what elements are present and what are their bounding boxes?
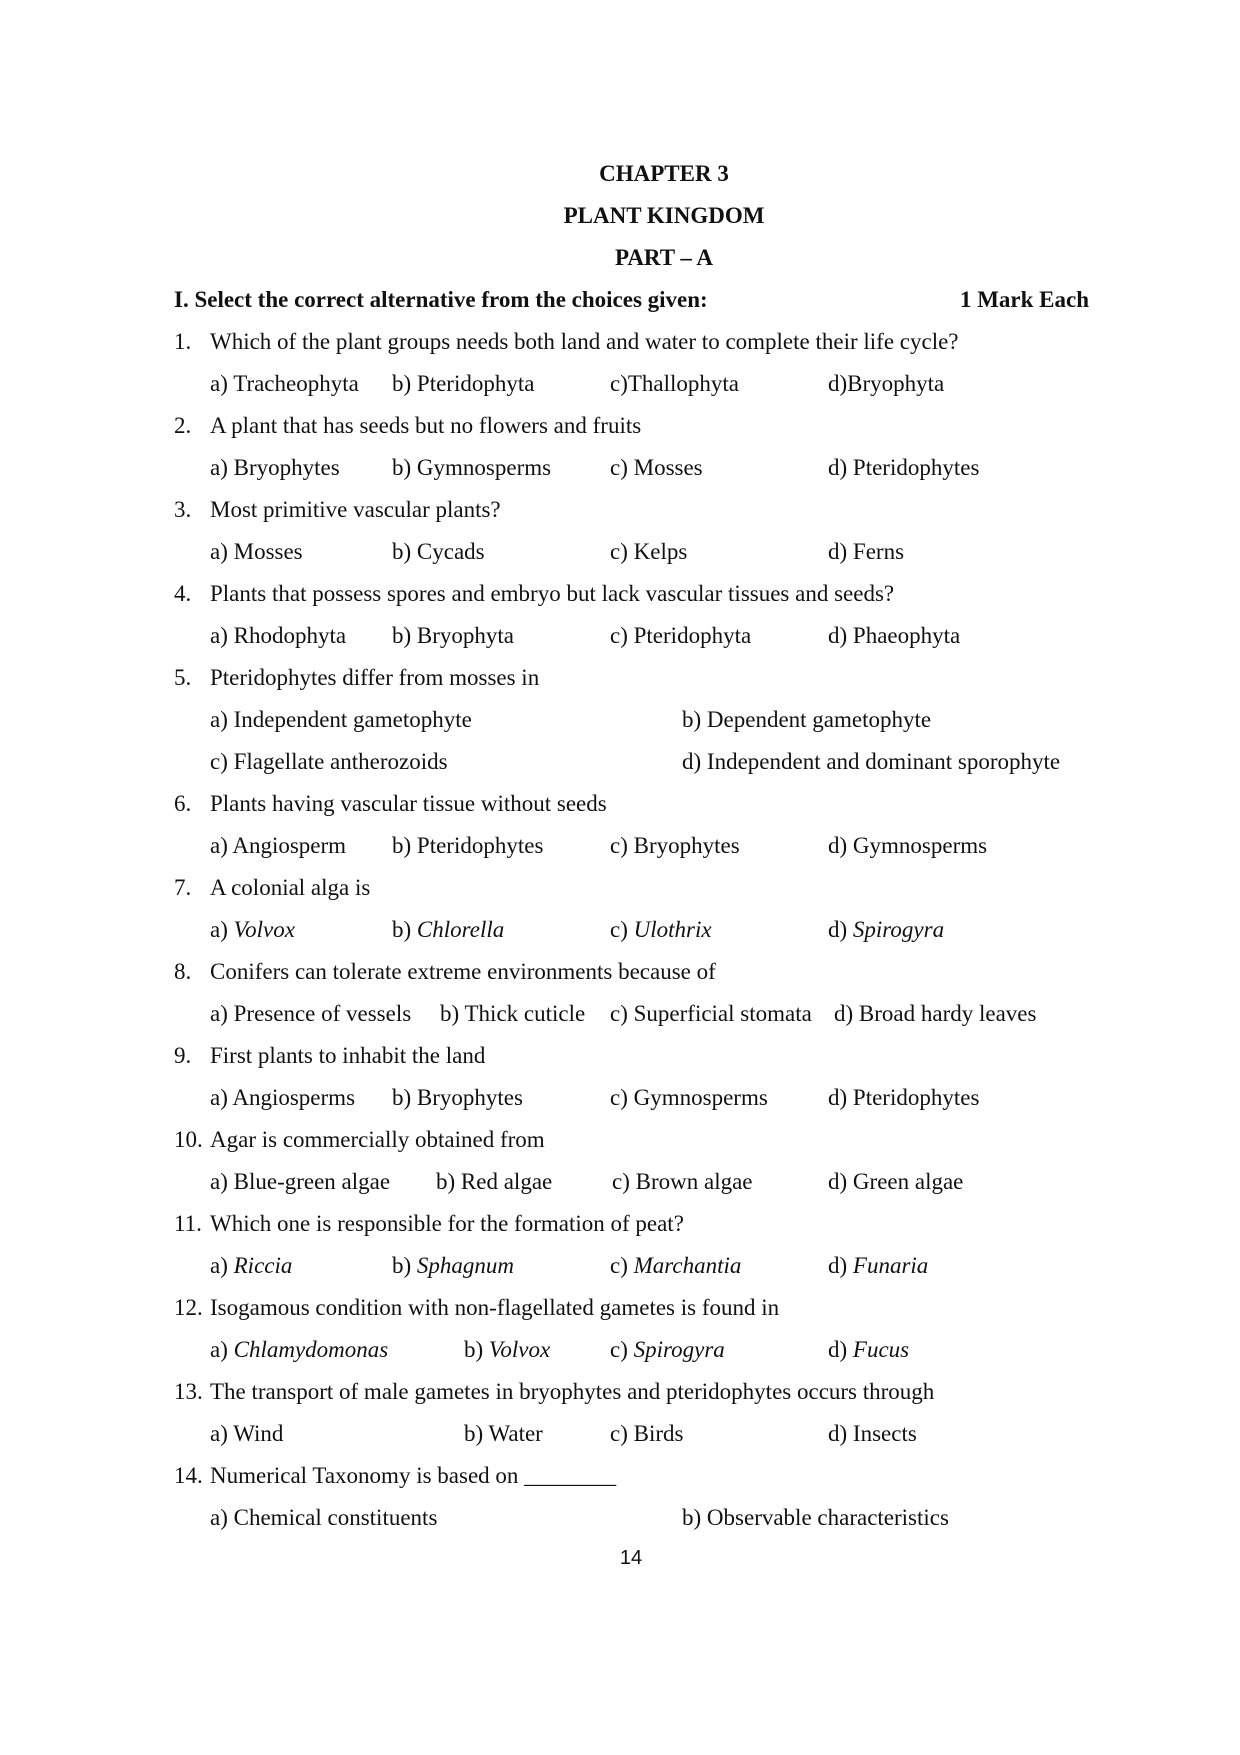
option-letter: d) — [828, 371, 848, 396]
answer-option — [210, 453, 340, 483]
answer-option — [210, 1335, 388, 1365]
option-text: Water — [488, 1421, 543, 1446]
option-text: Green algae — [852, 1169, 964, 1194]
option-letter: b) — [464, 1337, 489, 1362]
option-text: Bryophytes — [233, 455, 340, 480]
answer-option — [828, 621, 960, 651]
answer-option — [828, 1419, 917, 1449]
option-text: Broad hardy leaves — [858, 1001, 1037, 1026]
option-text: Superficial stomata — [633, 1001, 812, 1026]
option-text: Tracheophyta — [233, 371, 359, 396]
option-text: Birds — [633, 1421, 684, 1446]
question-number: 8. — [174, 959, 192, 984]
question-text: A plant that has seeds but no flowers and fruits — [210, 413, 642, 438]
page-number: 14 — [619, 1547, 643, 1569]
option-text: Blue-green algae — [233, 1169, 391, 1194]
answer-option — [610, 621, 751, 651]
answer-option — [610, 915, 712, 945]
answer-option — [392, 1083, 523, 1113]
answer-option — [610, 453, 703, 483]
question-number: 2. — [174, 413, 192, 438]
question-text: Plants that possess spores and embryo but lack vascular tissues and seeds? — [210, 581, 895, 606]
option-letter: c) — [610, 1337, 634, 1362]
answer-option — [210, 537, 303, 567]
answer-option — [610, 1419, 683, 1449]
option-text: Rhodophyta — [233, 623, 347, 648]
option-text: Pteridophyta — [633, 623, 752, 648]
question-text: Which one is responsible for the formation of peat? — [210, 1211, 684, 1236]
answer-option — [828, 915, 944, 945]
option-letter: a) — [210, 371, 234, 396]
answer-option — [210, 1419, 283, 1449]
answer-option — [610, 831, 740, 861]
question-number: 3. — [174, 497, 192, 522]
answer-option — [828, 1335, 909, 1365]
option-letter: b) — [392, 1085, 417, 1110]
option-letter: b) — [682, 1505, 707, 1530]
option-letter: a) — [210, 623, 234, 648]
option-text: Observable characteristics — [706, 1505, 949, 1530]
answer-option — [828, 1167, 963, 1197]
option-letter: a) — [210, 1421, 234, 1446]
option-letter: b) — [436, 1169, 461, 1194]
option-letter: c) — [612, 1169, 636, 1194]
option-text: Spirogyra — [852, 917, 945, 942]
question-text: Agar is commercially obtained from — [210, 1127, 545, 1152]
option-text: Chemical constituents — [233, 1505, 438, 1530]
option-letter: d) — [834, 1001, 859, 1026]
answer-option — [610, 369, 739, 399]
option-text: Ferns — [852, 539, 905, 564]
answer-option — [392, 621, 514, 651]
option-letter: a) — [210, 917, 234, 942]
answer-option — [210, 1503, 437, 1533]
option-text: Angiosperm — [232, 833, 347, 858]
option-letter: a) — [210, 833, 233, 858]
option-letter: d) — [682, 749, 707, 774]
answer-option — [610, 999, 812, 1029]
option-letter: b) — [392, 917, 417, 942]
question-text: Most primitive vascular plants? — [210, 497, 501, 522]
question-number: 1. — [174, 329, 192, 354]
question-text: Pteridophytes differ from mosses in — [210, 665, 540, 690]
answer-option — [828, 831, 987, 861]
option-text: Spirogyra — [633, 1337, 725, 1362]
option-text: Phaeophyta — [852, 623, 961, 648]
answer-option — [392, 915, 504, 945]
option-letter: c) — [610, 1253, 634, 1278]
option-letter: c) — [610, 623, 634, 648]
option-letter: a) — [210, 455, 234, 480]
option-letter: b) — [464, 1421, 489, 1446]
question-text: Plants having vascular tissue without seeds — [210, 791, 607, 816]
question-number: 10. — [174, 1127, 203, 1152]
option-text: Presence of vessels — [233, 1001, 412, 1026]
option-letter: b) — [392, 833, 417, 858]
question-text: Isogamous condition with non-flagellated gametes is found in — [210, 1295, 780, 1320]
option-text: Chlorella — [416, 917, 505, 942]
option-text: Ulothrix — [633, 917, 712, 942]
option-text: Pteridophytes — [416, 833, 544, 858]
option-letter: a) — [210, 1085, 233, 1110]
answer-option — [210, 1083, 355, 1113]
option-text: Volvox — [488, 1337, 551, 1362]
option-text: Gymnosperms — [852, 833, 988, 858]
option-text: Brown algae — [635, 1169, 753, 1194]
option-letter: a) — [210, 1337, 234, 1362]
question-number: 7. — [174, 875, 192, 900]
answer-option — [610, 537, 687, 567]
question-number: 11. — [174, 1211, 202, 1236]
option-text: Bryophyta — [416, 623, 515, 648]
option-text: Volvox — [233, 917, 295, 942]
option-text: Wind — [233, 1421, 284, 1446]
option-letter: d) — [828, 833, 853, 858]
answer-option — [828, 537, 904, 567]
option-text: Riccia — [233, 1253, 293, 1278]
option-text: Pteridophytes — [852, 455, 980, 480]
option-text: Chlamydomonas — [233, 1337, 389, 1362]
option-text: Sphagnum — [416, 1253, 515, 1278]
option-letter: d) — [828, 917, 853, 942]
option-text: Marchantia — [633, 1253, 742, 1278]
answer-option — [392, 453, 551, 483]
option-letter: c) — [610, 1085, 634, 1110]
answer-option — [610, 1083, 768, 1113]
option-letter: d) — [828, 1253, 853, 1278]
option-text: Gymnosperms — [416, 455, 552, 480]
option-letter: c) — [610, 371, 628, 396]
option-letter: c) — [610, 833, 634, 858]
question-number: 4. — [174, 581, 192, 606]
answer-option — [210, 705, 472, 735]
option-letter: b) — [392, 539, 417, 564]
part-heading: PART – A — [614, 245, 714, 270]
option-letter: a) — [210, 1001, 234, 1026]
answer-option — [682, 1503, 949, 1533]
option-letter: c) — [610, 1001, 634, 1026]
option-text: Thallophyta — [627, 371, 740, 396]
option-letter: c) — [610, 539, 634, 564]
option-text: Flagellate antherozoids — [233, 749, 448, 774]
option-text: Mosses — [633, 455, 703, 480]
option-text: Cycads — [416, 539, 485, 564]
option-text: Funaria — [852, 1253, 929, 1278]
option-letter: b) — [440, 1001, 465, 1026]
answer-option — [828, 453, 979, 483]
question-text: Numerical Taxonomy is based on ________ — [210, 1463, 617, 1488]
option-letter: d) — [828, 1337, 853, 1362]
option-text: Bryophyta — [847, 371, 945, 396]
option-letter: c) — [610, 1421, 634, 1446]
answer-option — [682, 747, 1060, 777]
answer-option — [610, 1335, 725, 1365]
question-text: The transport of male gametes in bryophytes and pteridophytes occurs through — [210, 1379, 935, 1404]
answer-option — [210, 621, 346, 651]
option-letter: b) — [392, 1253, 417, 1278]
answer-option — [392, 831, 543, 861]
option-letter: a) — [210, 1505, 234, 1530]
option-text: Dependent gametophyte — [706, 707, 932, 732]
question-number: 9. — [174, 1043, 192, 1068]
question-number: 12. — [174, 1295, 203, 1320]
option-text: Independent and dominant sporophyte — [706, 749, 1061, 774]
option-letter: d) — [828, 539, 853, 564]
option-letter: d) — [828, 1085, 853, 1110]
option-text: Pteridophytes — [852, 1085, 980, 1110]
option-text: Bryophytes — [633, 833, 740, 858]
option-letter: a) — [210, 707, 234, 732]
option-letter: d) — [828, 623, 853, 648]
question-number: 14. — [174, 1463, 203, 1488]
option-letter: c) — [210, 749, 234, 774]
option-letter: b) — [682, 707, 707, 732]
option-letter: a) — [210, 1169, 234, 1194]
option-letter: a) — [210, 1253, 234, 1278]
option-text: Gymnosperms — [633, 1085, 768, 1110]
question-text: First plants to inhabit the land — [210, 1043, 486, 1068]
answer-option — [612, 1167, 753, 1197]
answer-option — [210, 1167, 390, 1197]
option-text: Pteridophyta — [416, 371, 535, 396]
question-number: 5. — [174, 665, 192, 690]
answer-option — [210, 915, 295, 945]
option-text: Insects — [852, 1421, 917, 1446]
answer-option — [210, 999, 411, 1029]
question-text: A colonial alga is — [210, 875, 371, 900]
answer-option — [828, 1083, 979, 1113]
answer-option — [210, 747, 448, 777]
option-letter: a) — [210, 539, 234, 564]
answer-option — [610, 1251, 741, 1281]
option-text: Mosses — [233, 539, 303, 564]
option-text: Red algae — [460, 1169, 553, 1194]
answer-option — [440, 999, 585, 1029]
answer-option — [682, 705, 931, 735]
instruction-text: I. Select the correct alternative from the choices given: — [174, 287, 708, 312]
answer-option — [464, 1335, 550, 1365]
option-text: Fucus — [852, 1337, 910, 1362]
option-letter: c) — [610, 917, 634, 942]
answer-option — [828, 1251, 928, 1281]
section-instruction — [174, 285, 1089, 315]
option-text: Bryophytes — [416, 1085, 523, 1110]
option-text: Independent gametophyte — [233, 707, 472, 732]
answer-option — [210, 831, 346, 861]
chapter-heading: CHAPTER 3 — [599, 161, 729, 186]
option-letter: b) — [392, 371, 417, 396]
answer-option — [834, 999, 1036, 1029]
chapter-title: PLANT KINGDOM — [563, 203, 765, 228]
option-letter: b) — [392, 455, 417, 480]
option-text: Angiosperms — [232, 1085, 356, 1110]
option-letter: d) — [828, 1421, 853, 1446]
answer-option — [464, 1419, 543, 1449]
question-text: Which of the plant groups needs both land and water to complete their life cycle? — [210, 329, 959, 354]
option-text: Kelps — [633, 539, 688, 564]
option-letter: d) — [828, 1169, 853, 1194]
option-letter: b) — [392, 623, 417, 648]
option-text: Thick cuticle — [464, 1001, 586, 1026]
marks-label: 1 Mark Each — [959, 287, 1089, 312]
answer-option — [392, 369, 534, 399]
answer-option — [392, 1251, 514, 1281]
question-text: Conifers can tolerate extreme environments because of — [210, 959, 716, 984]
option-letter: c) — [610, 455, 634, 480]
option-letter: d) — [828, 455, 853, 480]
answer-option — [436, 1167, 552, 1197]
answer-option — [392, 537, 485, 567]
answer-option — [210, 1251, 292, 1281]
question-number: 6. — [174, 791, 192, 816]
answer-option — [210, 369, 359, 399]
answer-option — [828, 369, 944, 399]
question-number: 13. — [174, 1379, 203, 1404]
